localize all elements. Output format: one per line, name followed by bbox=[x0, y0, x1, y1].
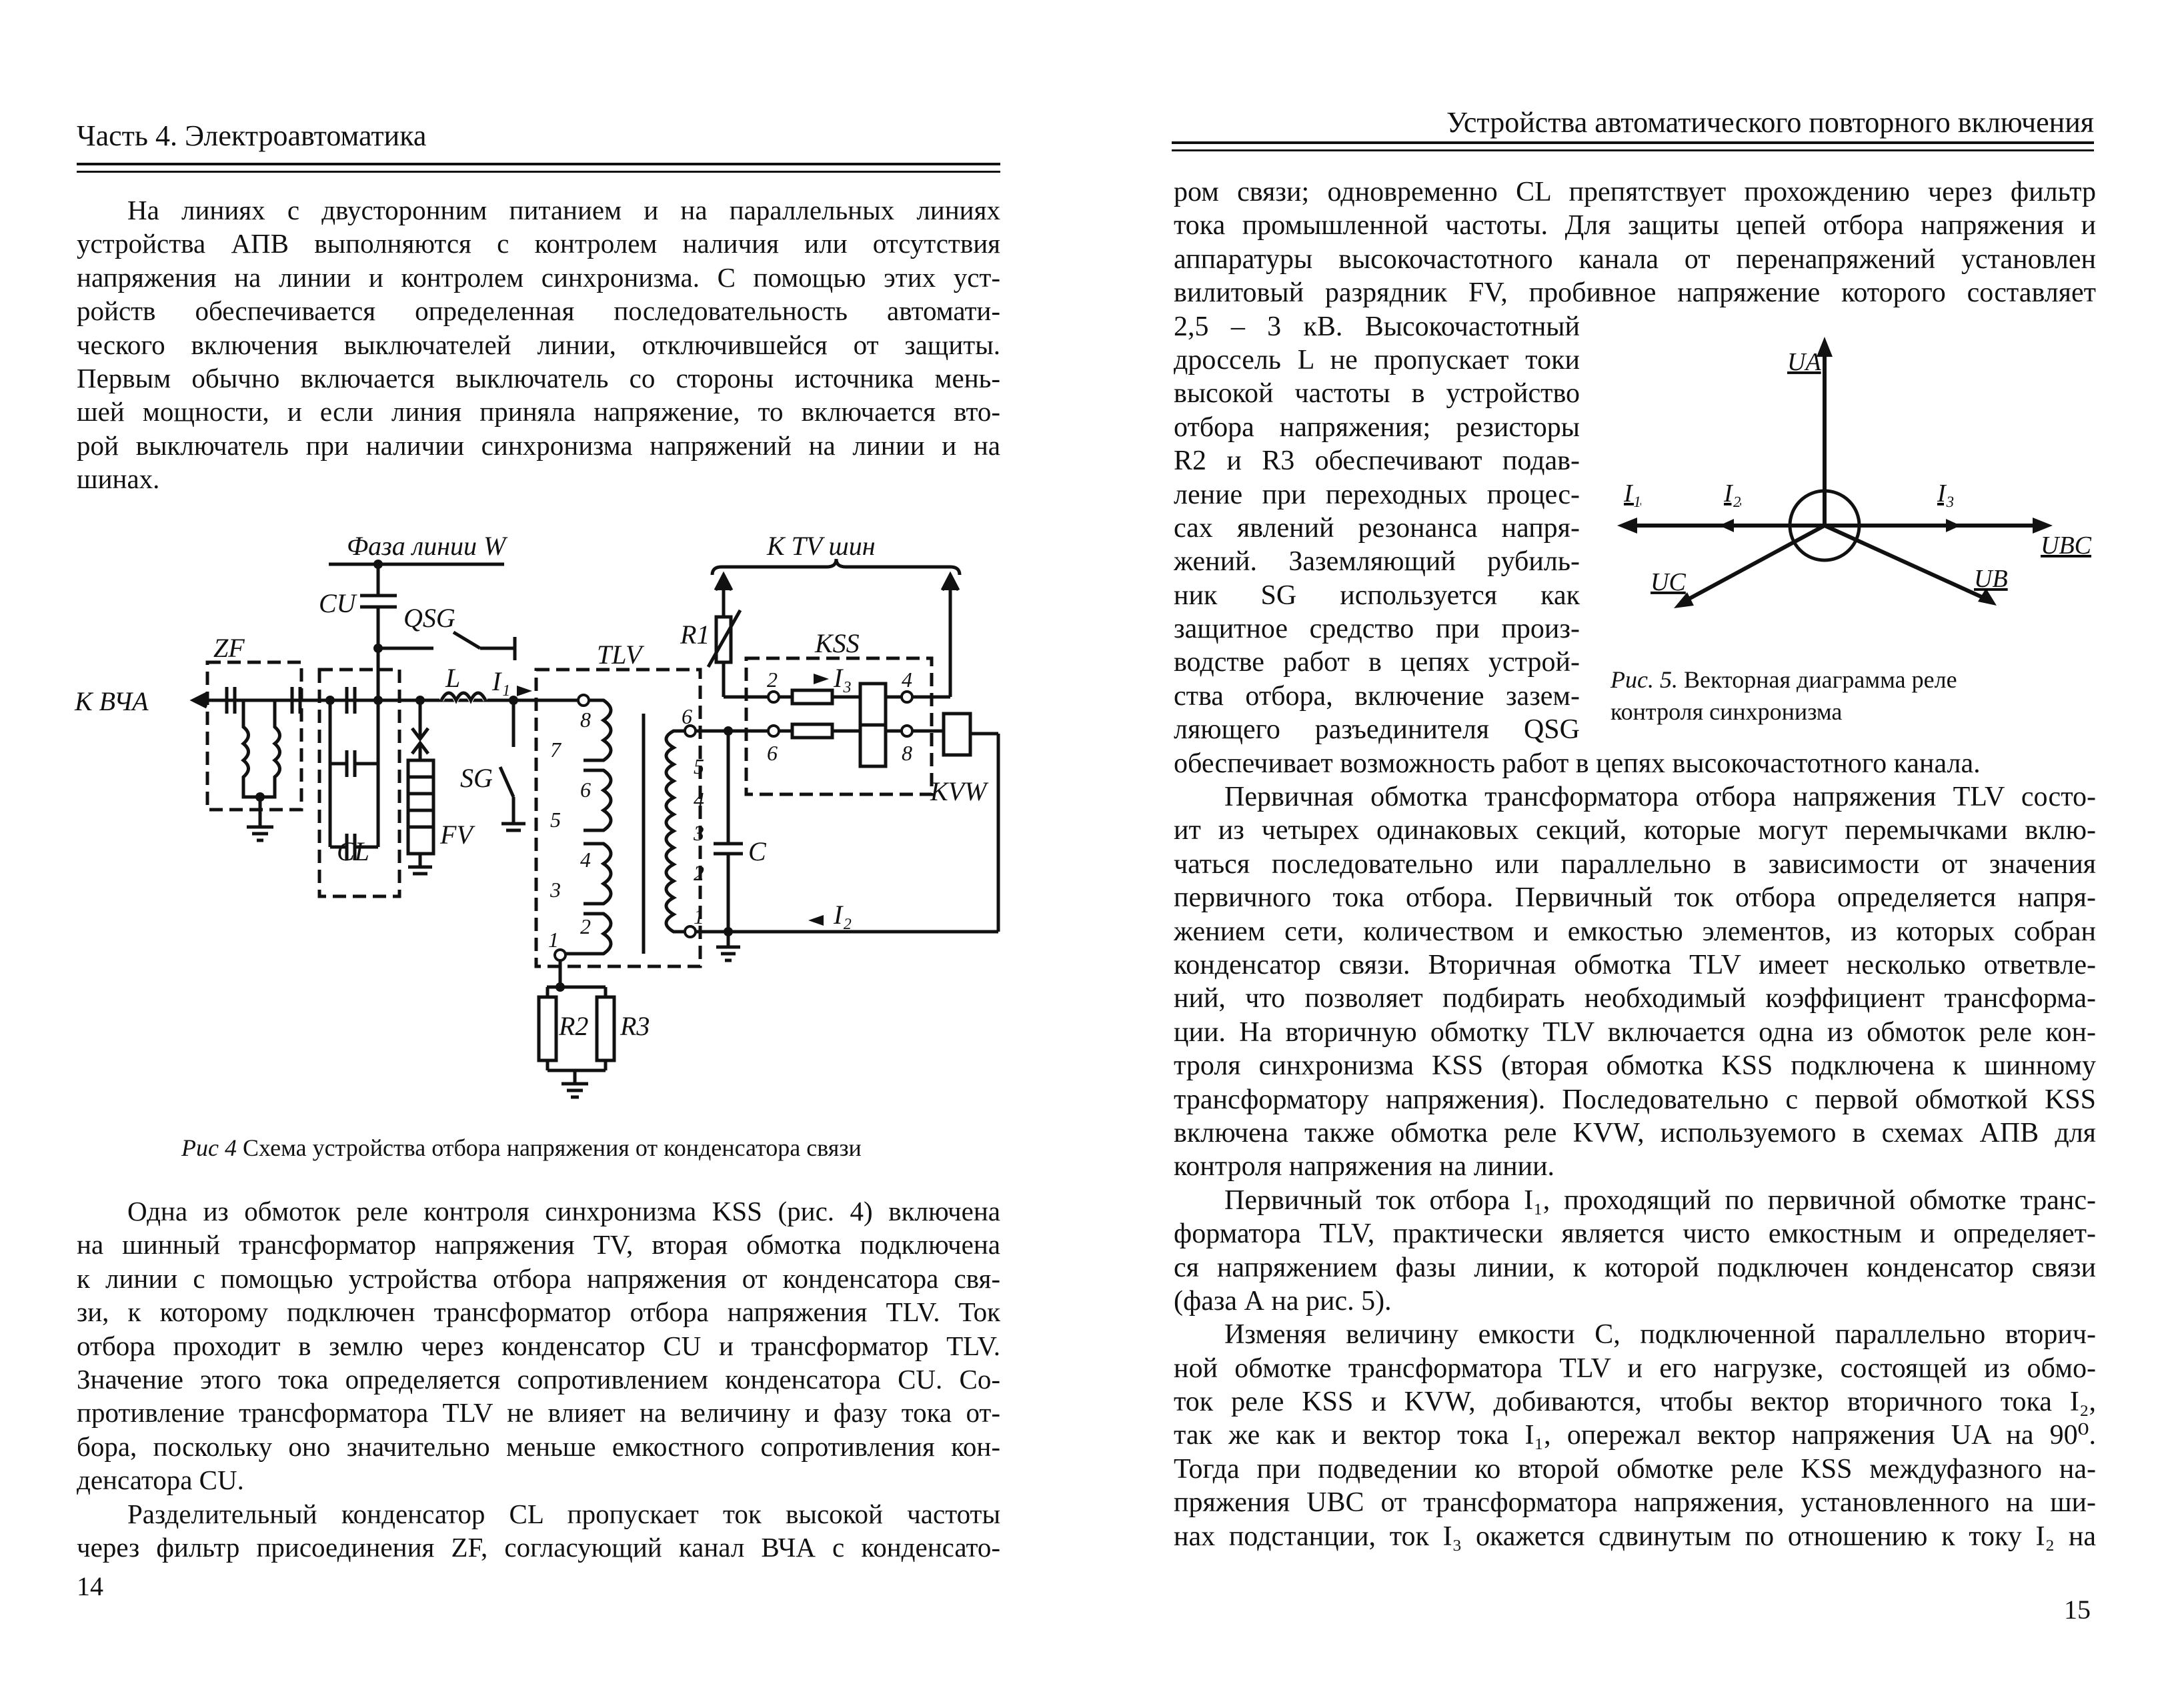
text-line: ства отбора, включение зазем- bbox=[1174, 680, 1580, 712]
i1-label: I₁ bbox=[492, 666, 511, 696]
text-line: ческого включения выключателей линии, отключившейся от защиты. bbox=[77, 329, 1000, 360]
text-line: вилитовый разрядник FV, пробивное напряжение которого составляет bbox=[1174, 277, 2096, 309]
caption-text: Векторная диаграмма реле bbox=[1683, 666, 1957, 693]
text-line: Изменяя величину емкости C, подключенной параллельно вторич- bbox=[1224, 1319, 2096, 1351]
text-line: бора, поскольку оно значительно меньше емкостного сопротивления кон- bbox=[77, 1431, 1000, 1462]
text-line: (фаза А на рис. 5). bbox=[1174, 1285, 1392, 1317]
text-line: отбора проходит в землю через конденсатор CU и трансформатор TLV. bbox=[77, 1330, 1000, 1361]
text-line: Первичный ток отбора I₁, проходящий по первичной обмотке транс- bbox=[1224, 1184, 2096, 1216]
caption-prefix: Рис. 5. bbox=[1610, 666, 1678, 693]
text-line: шинах. bbox=[77, 464, 160, 495]
kss-terminal-label: 4 bbox=[902, 668, 912, 692]
text-line: рой выключатель при наличии синхронизма напряжений на линии и на bbox=[77, 430, 1000, 461]
tap-label: 7 bbox=[550, 738, 561, 762]
to-hf-label: К ВЧА bbox=[75, 686, 149, 716]
tlv-label: TLV bbox=[597, 640, 642, 670]
text-line: 2,5 – 3 кВ. Высокочастотный bbox=[1174, 311, 1580, 342]
header-rule bbox=[1172, 149, 2094, 151]
text-line: ной обмотке трансформатора TLV и его нагрузке, состоящей из обмо- bbox=[1174, 1353, 2096, 1384]
phase-line-label: Фаза линии W bbox=[347, 531, 506, 561]
r2-label: R2 bbox=[559, 1011, 589, 1041]
text-line: первичного тока отбора. Первичный ток отбора определяется напря- bbox=[1174, 882, 2096, 914]
text-line: Одна из обмоток реле контроля синхронизма KSS (рис. 4) включена bbox=[127, 1196, 1000, 1226]
text-line: На линиях с двусторонним питанием и на параллельных линиях bbox=[127, 195, 1000, 225]
caption-text: Схема устройства отбора напряжения от конденсатора связи bbox=[242, 1134, 862, 1161]
text-line: аппаратуры высокочастотного канала от перенапряжений установлен bbox=[1174, 243, 2096, 275]
text-line: дроссель L не пропускает токи bbox=[1174, 344, 1580, 375]
fv-label: FV bbox=[440, 820, 473, 850]
tap-label: 1 bbox=[694, 904, 704, 928]
text-line: тока промышленной частоты. Для защиты цепей отбора напряжения и bbox=[1174, 210, 2096, 241]
tap-label: 5 bbox=[694, 754, 704, 778]
ua-label: UA bbox=[1787, 348, 1821, 376]
text-line: водстве работ в цепях устрой- bbox=[1174, 647, 1580, 678]
i2-vector-label: I₂ bbox=[1724, 480, 1741, 508]
cl-label: CL bbox=[337, 836, 369, 866]
page-number-left: 14 bbox=[77, 1571, 103, 1601]
text-line: ром связи; одновременно CL препятствует прохождению через фильтр bbox=[1174, 177, 2096, 207]
kss-terminal-label: 2 bbox=[767, 668, 778, 692]
text-line: напряжения на линии и контролем синхронизма. С помощью этих уст- bbox=[77, 261, 1000, 293]
text-line: Первичная обмотка трансформатора отбора напряжения TLV состо- bbox=[1224, 782, 2096, 813]
text-line: ит из четырех одинаковых секций, которые могут перемычками вклю- bbox=[1174, 815, 2096, 846]
caption-prefix: Рис 4 bbox=[181, 1134, 237, 1161]
text-line: пряжения UBC от трансформатора напряжения, установленного на ши- bbox=[1174, 1487, 2096, 1519]
l-label: L bbox=[445, 663, 461, 693]
text-line: ток реле KSS и KVW, добиваются, чтобы вектор вторичного тока I₂, bbox=[1174, 1387, 2096, 1418]
tap-label: 4 bbox=[580, 848, 591, 872]
text-line: ний, что позволяет подбирать необходимый коэффициент трансформа- bbox=[1174, 983, 2096, 1014]
qsg-label: QSG bbox=[403, 603, 455, 633]
text-line: отбора напряжения; резисторы bbox=[1174, 411, 1580, 443]
text-line: ляющего разъединителя QSG bbox=[1174, 714, 1580, 746]
text-line: устройства АПВ выполняются с контролем наличия или отсутствия bbox=[77, 228, 1000, 259]
tap-label: 1 bbox=[548, 928, 559, 952]
tap-label: 6 bbox=[580, 778, 591, 802]
text-line: зи, к которому подключен трансформатор отбора напряжения TLV. Ток bbox=[77, 1297, 1000, 1328]
kss-terminal-label: 8 bbox=[902, 741, 912, 765]
text-line: ции. На вторичную обмотку TLV включается одна из обмоток реле кон- bbox=[1174, 1016, 2096, 1048]
i2-label: I₂ bbox=[834, 900, 852, 930]
left-running-header: Часть 4. Электроавтоматика bbox=[77, 119, 427, 152]
text-line: противление трансформатора TLV не влияет на величину и фазу тока от- bbox=[77, 1397, 1000, 1429]
text-line: Первым обычно включается выключатель со стороны источника мень- bbox=[77, 362, 1000, 393]
tap-label: 4 bbox=[694, 788, 704, 812]
ub-label: UB bbox=[1974, 565, 2008, 593]
tap-label: 3 bbox=[550, 878, 561, 902]
text-line: на шинный трансформатор напряжения TV, вторая обмотка подключена bbox=[77, 1229, 1000, 1260]
text-line: контроля напряжения на линии. bbox=[1174, 1151, 1555, 1182]
text-line: включена также обмотка реле KVW, используемого в схемах АПВ для bbox=[1174, 1117, 2096, 1148]
paragraph-2 bbox=[77, 1194, 1000, 1564]
text-line: форматора TLV, практически является чисто емкостным и определяет- bbox=[1174, 1218, 2096, 1250]
to-tv-bus-label: К TV шин bbox=[767, 531, 876, 561]
cu-label: CU bbox=[319, 588, 356, 618]
r3-label: R3 bbox=[620, 1011, 650, 1041]
kvw-label: KVW bbox=[930, 776, 987, 806]
text-line: ление при переходных процес- bbox=[1174, 479, 1580, 510]
text-line: жений. Заземляющий рубиль- bbox=[1174, 546, 1580, 578]
tap-label: 2 bbox=[694, 861, 704, 885]
text-line: обеспечивает возможность работ в цепях высокочастотного канала. bbox=[1174, 748, 1981, 779]
tap-label: 2 bbox=[580, 914, 591, 938]
text-line: троля синхронизма KSS (вторая обмотка KSS подключена к шинному bbox=[1174, 1050, 2096, 1082]
text-line: сах явлений резонанса напря- bbox=[1174, 512, 1580, 544]
text-line: высокой частоты в устройство bbox=[1174, 378, 1580, 409]
text-line: трансформатору напряжения). Последовательно с первой обмоткой KSS bbox=[1174, 1084, 2096, 1115]
right-running-header: Устройства автоматического повторного включения bbox=[1446, 106, 2094, 139]
ubc-label: UBC bbox=[2041, 532, 2091, 560]
i1-vector-label: I₁ bbox=[1624, 480, 1641, 508]
figure-4-caption bbox=[181, 1134, 862, 1162]
text-line: денсатора CU. bbox=[77, 1465, 244, 1496]
r1-label: R1 bbox=[680, 620, 710, 650]
text-line: ся напряжением фазы линии, к которой подключен конденсатор связи bbox=[1174, 1252, 2096, 1283]
tap-label: 5 bbox=[550, 808, 561, 832]
uc-label: UC bbox=[1651, 568, 1686, 596]
text-line: ник SG используется как bbox=[1174, 580, 1580, 611]
text-line: через фильтр присоединения ZF, согласующий канал ВЧА с конденсато- bbox=[77, 1531, 1000, 1563]
text-line: конденсатор связи. Вторичная обмотка TLV имеет несколько ответвле- bbox=[1174, 949, 2096, 980]
text-line: к линии с помощью устройства отбора напряжения от конденсатора свя- bbox=[77, 1262, 1000, 1294]
caption-text: контроля синхронизма bbox=[1610, 698, 1843, 725]
right-body-text bbox=[1174, 175, 2096, 1553]
text-line: Значение этого тока определяется сопротивлением конденсатора CU. Со- bbox=[77, 1363, 1000, 1395]
text-line: жением сети, количеством и емкостью элементов, из которых собран bbox=[1174, 916, 2096, 947]
text-line: нах подстанции, ток I₃ окажется сдвинутым по отношению к току I₂ на bbox=[1174, 1521, 2096, 1552]
sg-label: SG bbox=[460, 763, 493, 793]
c-label: C bbox=[748, 836, 766, 866]
tap-label: 6 bbox=[682, 704, 692, 728]
figure-5-caption bbox=[1610, 664, 1957, 728]
i3-label: I₃ bbox=[834, 663, 852, 693]
tap-label: 3 bbox=[694, 821, 704, 845]
text-line: защитное средство при произ- bbox=[1174, 614, 1580, 645]
text-line: шей мощности, и если линия приняла напряжение, то включается вто- bbox=[77, 396, 1000, 428]
tap-label: 8 bbox=[580, 708, 591, 732]
kss-label: KSS bbox=[815, 628, 860, 658]
header-rule bbox=[1172, 141, 2094, 144]
text-line: ройств обеспечивается определенная последовательность автомати- bbox=[77, 295, 1000, 327]
text-line: R2 и R3 обеспечивают подав- bbox=[1174, 446, 1580, 477]
text-line: чаться последовательно или параллельно в зависимости от значения bbox=[1174, 848, 2096, 880]
i3-vector-label: I₃ bbox=[1937, 480, 1955, 508]
kss-terminal-label: 6 bbox=[767, 741, 778, 765]
text-line: Разделительный конденсатор CL пропускает ток высокой частоты bbox=[127, 1498, 1000, 1529]
zf-label: ZF bbox=[213, 633, 245, 663]
text-line: Тогда при подведении ко второй обмотке реле KSS междуфазного на- bbox=[1174, 1453, 2096, 1485]
page-number-right: 15 bbox=[2064, 1595, 2091, 1625]
text-line: так же как и вектор тока I₁, опережал вектор напряжения UA на 90⁰. bbox=[1174, 1420, 2096, 1451]
